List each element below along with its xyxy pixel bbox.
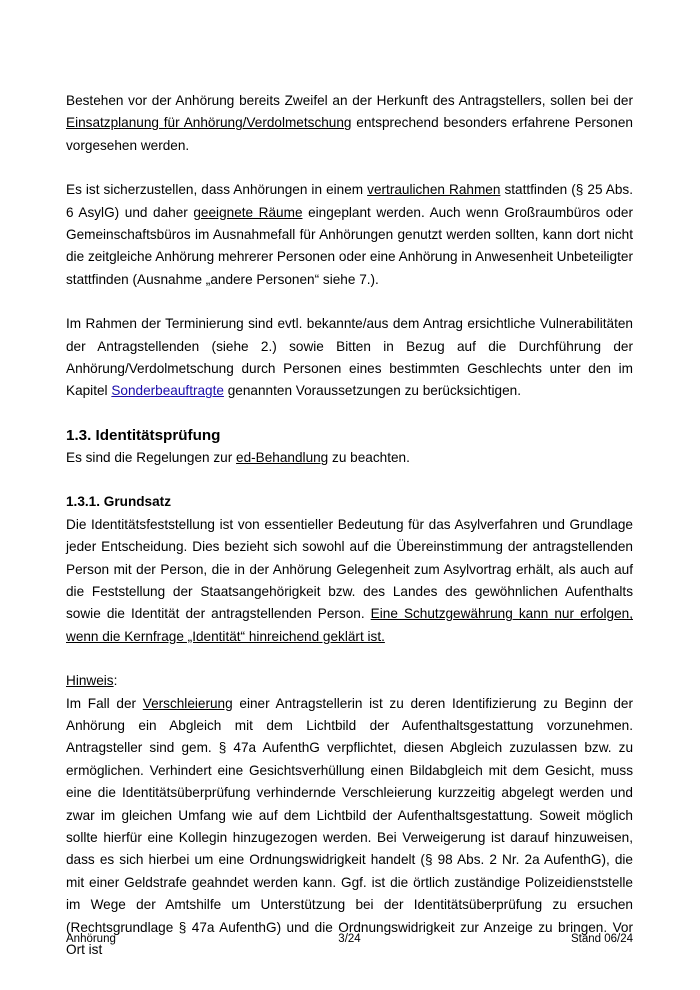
text: Im Rahmen der Terminierung sind evtl. bekannte/aus dem Antrag ersichtliche Vulnerabilitäten der Antragstellenden (siehe 2.) sowie Bitten in Bezug auf die Durchführung der Anhörung/Verdolmetschung durch Personen eines bestimmten Geschlechts unter den im Kapitel — [66, 316, 633, 399]
text: entsprechend besonders erfahrene Personen vorgesehen werden. — [66, 115, 633, 153]
text: zu beachten. — [328, 449, 410, 465]
text: einer Antragstellerin ist zu deren Identifizierung zu Beginn der Anhörung ein Abgleich mit dem Lichtbild der Aufenthaltsgestattung vorzunehmen. Antragsteller sind gem. § 47a AufenthG verpflichtet, diesen Abgleich zuzulassen bzw. zu ermöglichen. Verhindert eine Gesichtsverhüllung einen Bildabgleich mit dem Gesicht, muss eine die Identitätsüberprüfung verhindernde Verschleierung kurzzeitig abgelegt werden und zwar im gleichen Umfang wie auf dem Lichtbild der Aufenthaltsgestattung. Soweit möglich sollte hierfür eine Kollegin hinzugezogen werden. Bei Verweigerung ist darauf hinzuweisen, dass es sich hierbei um eine Ordnungswidrigkeit handelt (§ 98 Abs. 2 Nr. 2a AufenthG), die mit einer Geldstrafe geahndet werden kann. Ggf. ist die örtlich zuständige Polizeidienststelle im Wege der Amtshilfe um Unterstützung bei der Identitätsüberprüfung zu ersuchen (Rechtsgrundlage § 47a AufenthG) und die Ordnungswidrigkeit zur Anzeige zu bringen. Vor Ort ist — [66, 695, 634, 957]
text: stattfinden (§ 25 Abs. 6 AsylG) und daher — [66, 182, 634, 220]
footer-chapter: Anhörung — [66, 933, 116, 945]
emphasis-schutzgewaehrung: Eine Schutzgewährung kann nur erfolgen, wenn die Kernfrage „Identität“ hinreichend geklärt ist. — [66, 606, 633, 644]
spacer — [66, 469, 633, 491]
paragraph-ed-behandlung — [66, 447, 633, 469]
text: genannten Voraussetzungen zu berücksichtigen. — [223, 383, 521, 399]
paragraph-terminierung — [66, 313, 633, 403]
link-ed-behandlung[interactable]: ed-Behandlung — [236, 449, 329, 465]
footer-version: Stand 06/24 — [570, 933, 633, 945]
link-sonderbeauftragte[interactable]: Sonderbeauftragte — [111, 383, 224, 399]
hinweis-heading — [66, 670, 633, 692]
spacer — [66, 648, 633, 670]
text: : — [113, 673, 118, 689]
link-vertraulicher-rahmen[interactable]: vertraulichen Rahmen — [367, 182, 501, 198]
heading-grundsatz: 1.3.1. Grundsatz — [66, 494, 172, 510]
link-verschleierung[interactable]: Verschleierung — [142, 695, 233, 711]
text: Im Fall der — [66, 695, 143, 711]
spacer — [66, 403, 633, 425]
spacer — [66, 157, 633, 179]
heading-identitaetspruefung: 1.3. Identitätsprüfung — [66, 426, 221, 444]
page-content — [66, 90, 633, 961]
text: Bestehen vor der Anhörung bereits Zweifel an der Herkunft des Antragstellers, sollen bei der — [66, 93, 633, 108]
page-footer — [66, 933, 633, 951]
paragraph-einsatzplanung — [66, 90, 633, 157]
paragraph-verschleierung — [66, 693, 633, 962]
hinweis-label: Hinweis — [66, 673, 114, 689]
spacer — [66, 291, 633, 313]
text: Es ist sicherzustellen, dass Anhörungen in einem — [66, 182, 368, 198]
footer-page-number: 3/24 — [338, 933, 361, 945]
paragraph-vertraulicher-rahmen — [66, 179, 633, 291]
link-einsatzplanung[interactable]: Einsatzplanung für Anhörung/Verdolmetschung — [66, 115, 352, 131]
paragraph-grundsatz — [66, 514, 633, 648]
text: eingeplant werden. Auch wenn Großraumbüros oder Gemeinschaftsbüros im Ausnahmefall für Anhörungen genutzt werden sollten, kann dort nicht die zeitgleiche Anhörung mehrerer Personen oder eine Anhörung in Anwesenheit Unbeteiligter stattfinden (Ausnahme „andere Personen“ siehe 7.). — [66, 204, 633, 287]
link-geeignete-raeume[interactable]: geeignete Räume — [193, 204, 303, 220]
text: Die Identitätsfeststellung ist von essentieller Bedeutung für das Asylverfahren und Grundlage jeder Entscheidung. Dies bezieht sich sowohl auf die Übereinstimmung der antragstellenden Person mit der Person, die in der Anhörung Gelegenheit zum Asylvortrag erhält, als auch auf die Feststellung der Staatsangehörigkeit bzw. des Landes des gewöhnlichen Aufenthalts sowie die Identität der antragstellenden Person. — [66, 516, 633, 622]
text: Es sind die Regelungen zur — [66, 449, 237, 465]
